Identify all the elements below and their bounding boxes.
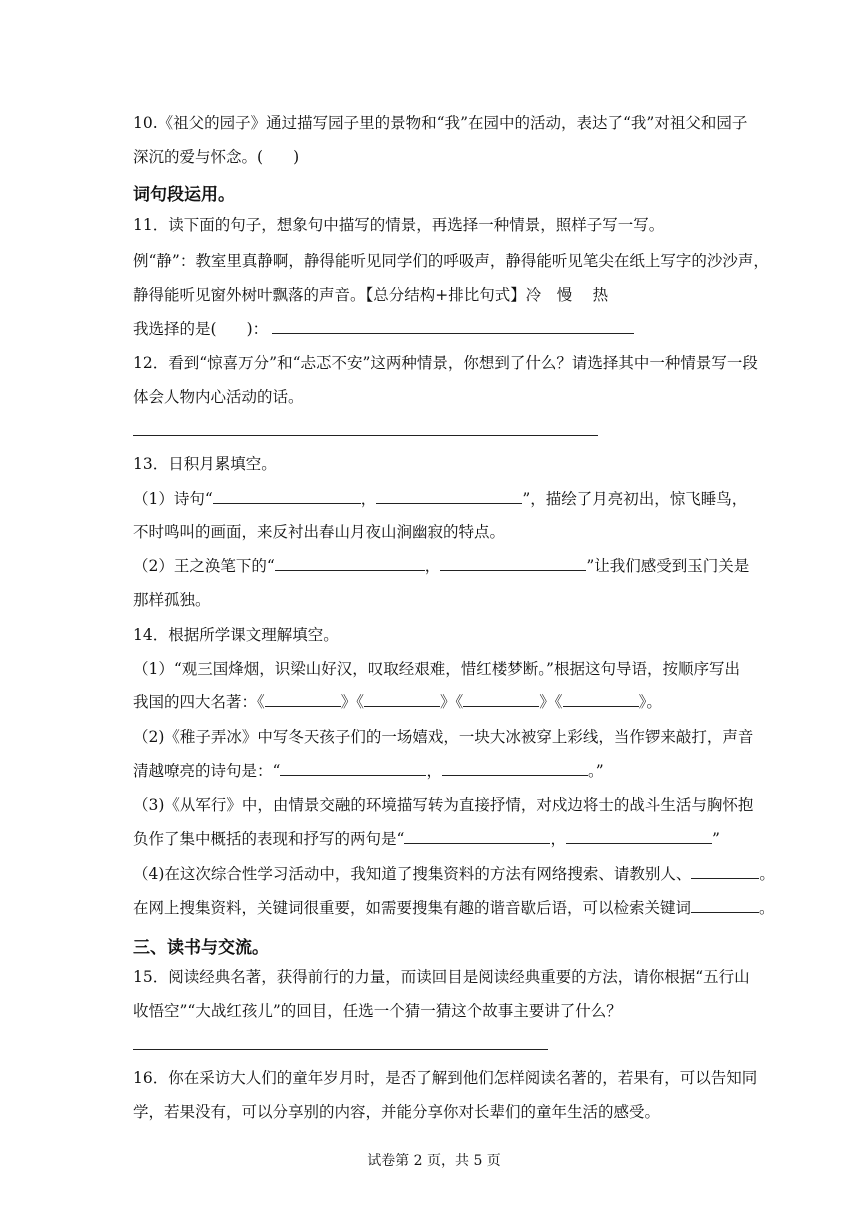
q14-p4-line1 xyxy=(133,864,775,884)
q11-choice-colon: )： xyxy=(246,320,269,338)
q14-sep-2: 》《 xyxy=(440,693,464,711)
q13-p1-line2: 不时鸣叫的画面，来反衬出春山月夜山涧幽寂的特点。 xyxy=(133,523,506,541)
q15-answer-line[interactable] xyxy=(133,1049,548,1050)
q13-p2-prefix: （2）王之涣笔下的“ xyxy=(133,557,275,575)
q13-p1-blank1[interactable] xyxy=(213,489,361,504)
q14-p1-line1: （1）“观三国烽烟，识梁山好汉，叹取经艰难，惜红楼梦断。”根据这句导语，按顺序写出 xyxy=(133,660,740,678)
q14-title: 14．根据所学课文理解填空。 xyxy=(133,626,339,644)
q14-p3-blank2[interactable] xyxy=(566,829,712,844)
q13-p2-comma: ， xyxy=(424,557,441,575)
q15-line1: 15．阅读经典名著，获得前行的力量，而读回目是阅读经典重要的方法，请你根据“五行山 xyxy=(133,968,750,986)
q14-p3-prefix: 负作了集中概括的表现和抒写的两句是“ xyxy=(133,830,405,848)
q14-p2-line1: （2)《稚子弄冰》中写冬天孩子们的一场嬉戏，一块大冰被穿上彩线，当作锣来敲打，声音 xyxy=(133,728,754,746)
q14-book-blank-2[interactable] xyxy=(364,692,440,707)
q12-answer-line[interactable] xyxy=(133,435,598,436)
q11-example-line1: 例“静”：教室里真静啊，静得能听见同学们的呼吸声，静得能听见笔尖在纸上写字的沙沙声， xyxy=(133,252,769,270)
q13-title: 13．日积月累填空。 xyxy=(133,455,277,473)
q14-p3-line1: （3)《从军行》中，由情景交融的环境描写转为直接抒情，对戍边将士的战斗生活与胸怀抱 xyxy=(133,796,754,814)
q14-book-blank-4[interactable] xyxy=(563,692,639,707)
q14-p2-blank1[interactable] xyxy=(280,761,426,776)
q13-p1-suffix: ”，描绘了月亮初出，惊飞睡鸟， xyxy=(522,490,748,508)
q14-p2-end: 。” xyxy=(587,762,604,780)
q13-p2-suffix: ”让我们感受到玉门关是 xyxy=(586,557,750,575)
q14-p4-text2: 在网上搜集资料，关键词很重要，如需要搜集有趣的谐音歇后语，可以检索关键词 xyxy=(133,899,692,917)
q14-book-blank-3[interactable] xyxy=(463,692,539,707)
q14-p3-end: ” xyxy=(711,830,720,848)
q11-choice-line xyxy=(133,319,634,339)
q14-p1-prefix: 我国的四大名著：《 xyxy=(133,693,265,711)
q13-p1-blank2[interactable] xyxy=(376,489,522,504)
q12-line2: 体会人物内心活动的话。 xyxy=(133,388,304,406)
q14-p1-line2 xyxy=(133,692,662,712)
q14-sep-1: 》《 xyxy=(340,693,365,711)
q10-line1: 10.《祖父的园子》通过描写园子里的景物和“我”在园中的活动，表达了“我”对祖父和园子 xyxy=(133,114,748,132)
q14-book-blank-1[interactable] xyxy=(265,692,341,707)
q15-line2: 收悟空”“大战红孩儿”的回目，任选一个猜一猜这个故事主要讲了什么？ xyxy=(133,1002,622,1020)
q14-p4-end2: 。 xyxy=(759,899,775,917)
q10-close: ) xyxy=(293,148,300,166)
q14-p2-comma: ， xyxy=(426,762,442,780)
q13-p1-comma: ， xyxy=(360,490,377,508)
q14-p4-line2 xyxy=(133,898,775,918)
q11-choice-label: 我选择的是( xyxy=(133,320,217,338)
q11-example-line2: 静得能听见窗外树叶飘落的声音。【总分结构+排比句式】冷 慢 热 xyxy=(133,286,609,304)
q14-p3-comma: ， xyxy=(550,830,566,848)
q12-line1: 12．看到“惊喜万分”和“忐忑不安”这两种情景，你想到了什么？请选择其中一种情景写一段 xyxy=(133,354,758,372)
section-heading-words: 词句段运用。 xyxy=(133,185,235,205)
q11-answer-line[interactable] xyxy=(272,319,634,334)
q14-p3-blank1[interactable] xyxy=(404,829,550,844)
q13-p2-blank1[interactable] xyxy=(275,556,425,571)
q14-p4-blank2[interactable] xyxy=(691,898,759,913)
q16-line1: 16．你在采访大人们的童年岁月时，是否了解到他们怎样阅读名著的，若果有，可以告知同 xyxy=(133,1069,758,1087)
q14-p3-line2 xyxy=(133,829,720,849)
q10-text: 深沉的爱与怀念。( xyxy=(133,148,264,166)
q14-p4-end1: 。 xyxy=(759,865,775,883)
q16-line2: 学，若果没有，可以分享别的内容，并能分享你对长辈们的童年生活的感受。 xyxy=(133,1103,661,1121)
q13-p2-line1 xyxy=(133,556,749,576)
page-footer: 试卷第 2 页，共 5 页 xyxy=(367,1153,501,1169)
q14-p2-line2 xyxy=(133,761,604,781)
q14-p4-text1: （4)在这次综合性学习活动中，我知道了搜集资料的方法有网络搜索、请教别人、 xyxy=(133,865,692,883)
q14-sep-3: 》《 xyxy=(539,693,563,711)
section-heading-read: 三、读书与交流。 xyxy=(133,938,269,958)
q13-p1-line1 xyxy=(133,489,747,509)
q11-line1: 11．读下面的句子，想象句中描写的情景，再选择一种情景，照样子写一写。 xyxy=(133,216,665,234)
q14-p4-blank1[interactable] xyxy=(691,864,759,879)
q14-p2-blank2[interactable] xyxy=(442,761,588,776)
q14-p1-end: 》。 xyxy=(638,693,662,711)
q10-line2 xyxy=(133,147,299,167)
q14-p2-prefix: 清越嘹亮的诗句是：“ xyxy=(133,762,281,780)
q13-p1-prefix: （1）诗句“ xyxy=(133,490,213,508)
q13-p2-line2: 那样孤独。 xyxy=(133,591,211,609)
q13-p2-blank2[interactable] xyxy=(440,556,586,571)
